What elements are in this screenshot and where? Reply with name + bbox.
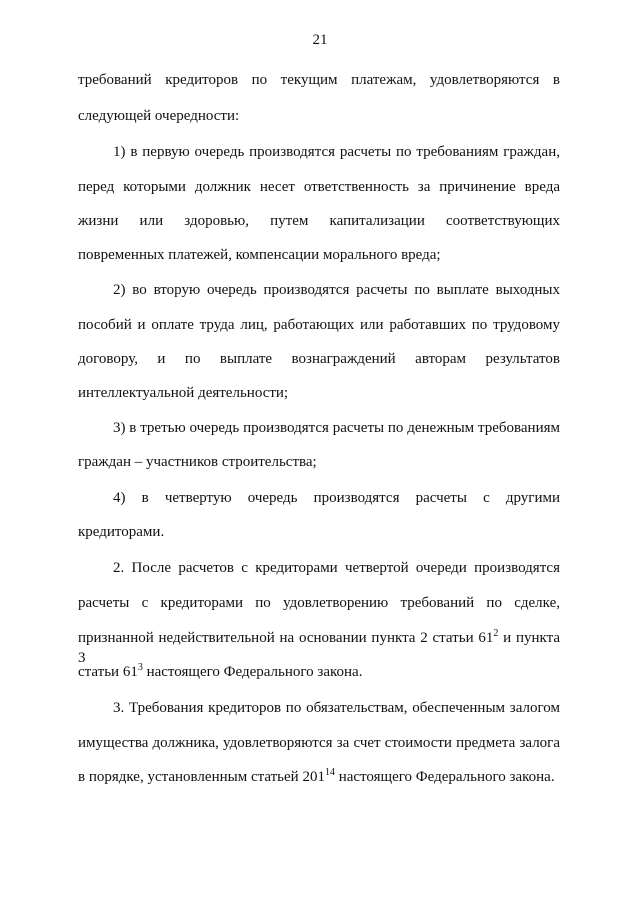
text-line: расчеты с кредиторами по удовлетворению требований по сделке, <box>78 595 560 611</box>
text-line: договору, и по выплате вознаграждений авторам результатов <box>78 351 560 367</box>
text-line: требований кредиторов по текущим платежам, удовлетворяются в <box>78 72 560 88</box>
text-line: кредиторами. <box>78 524 165 540</box>
superscript: 14 <box>324 767 335 778</box>
text-segment: и пункта 3 <box>78 630 560 666</box>
text-line: повременных платежей, компенсации морального вреда; <box>78 247 441 263</box>
text-line: 3. Требования кредиторов по обязательствам, обеспеченным залогом <box>113 700 560 716</box>
text-segment: настоящего Федерального закона. <box>334 769 555 785</box>
text-line: 1) в первую очередь производятся расчеты по требованиям граждан, <box>113 144 560 160</box>
text-segment: в порядке, установленным статьей 201 <box>78 769 325 785</box>
text-segment: признанной недействительной на основании пункта 2 статьи 61 <box>78 630 494 646</box>
text-line: интеллектуальной деятельности; <box>78 385 289 401</box>
text-line: 2. После расчетов с кредиторами четвертой очереди производятся <box>113 560 560 576</box>
text-line: жизни или здоровью, путем капитализации соответствующих <box>78 213 560 229</box>
text-line: имущества должника, удовлетворяются за счет стоимости предмета залога <box>78 735 560 751</box>
text-line <box>78 767 560 787</box>
text-line: 3) в третью очередь производятся расчеты по денежным требованиям <box>113 420 560 436</box>
text-line <box>78 628 560 666</box>
text-line: 4) в четвертую очередь производятся расчеты с другими <box>113 490 560 506</box>
text-line: следующей очередности: <box>78 108 240 124</box>
text-segment: настоящего Федерального закона. <box>142 664 363 680</box>
superscript: 2 <box>493 628 499 639</box>
text-line <box>78 662 560 682</box>
text-line: пособий и оплате труда лиц, работающих или работавших по трудовому <box>78 317 560 333</box>
text-line: перед которыми должник несет ответственность за причинение вреда <box>78 179 560 195</box>
text-line: граждан – участников строительства; <box>78 454 317 470</box>
text-line: 2) во вторую очередь производятся расчеты по выплате выходных <box>113 282 560 298</box>
text-segment: статьи 61 <box>78 664 138 680</box>
superscript: 3 <box>137 662 143 673</box>
page-number: 21 <box>312 32 328 48</box>
